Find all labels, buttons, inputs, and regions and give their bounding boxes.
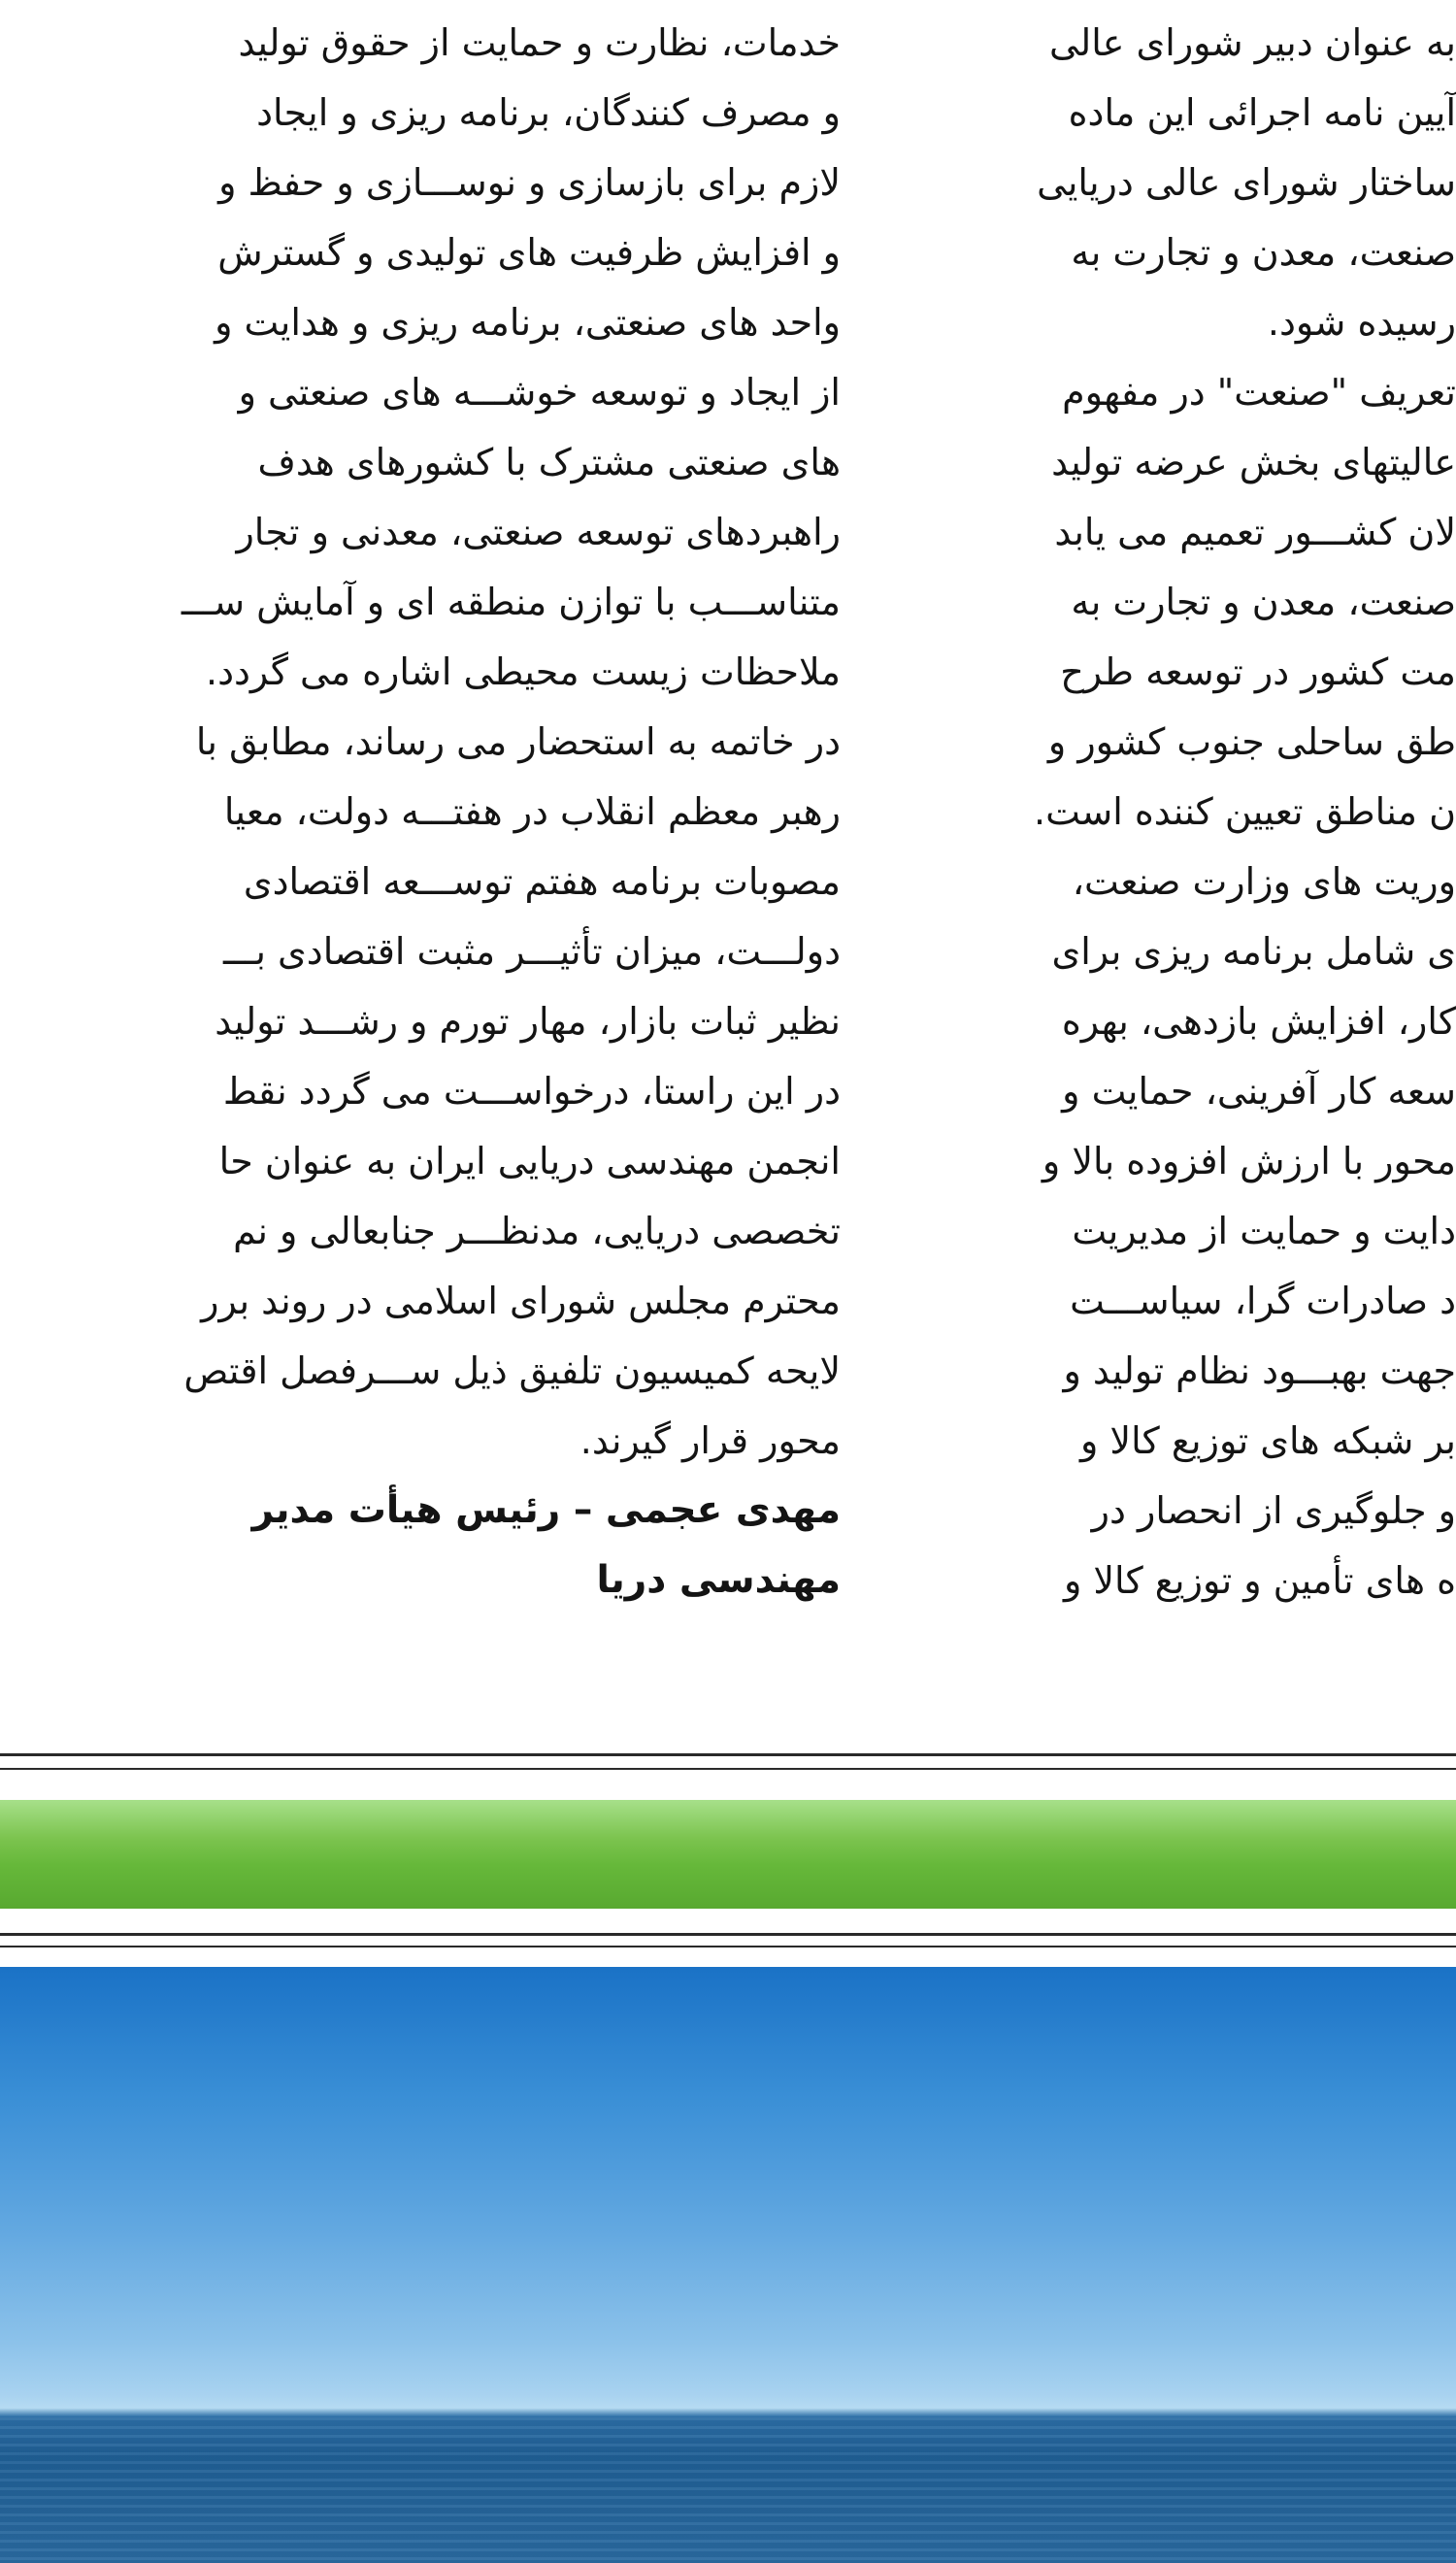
text-line: لایحه کمیسیون تلفیق ذیل ســـرفصل اقتص xyxy=(183,1349,841,1392)
text-line: تخصصی دریایی، مدنظـــر جنابعالی و نم xyxy=(233,1210,841,1252)
text-line: کار، افزایش بازدهی، بهره xyxy=(1061,1000,1456,1043)
article-column-right xyxy=(874,8,1456,1615)
divider-rule-bottom-thin xyxy=(0,1946,1456,1947)
text-line: دولـــت، میزان تأثیـــر مثبت اقتصادی بـــ xyxy=(223,930,841,973)
right-column-text xyxy=(874,8,1456,1615)
sea-sky-photo xyxy=(0,1967,1456,2563)
text-line: ن مناطق تعیین کننده است. xyxy=(1034,790,1456,833)
text-line: واحد های صنعتی، برنامه ریزی و هدایت و xyxy=(215,301,841,344)
text-line: لان کشـــور تعمیم می یابد xyxy=(1054,511,1456,553)
text-line: تعریف "صنعت" در مفهوم xyxy=(1062,371,1456,414)
text-line: محور با ارزش افزوده بالا و xyxy=(1042,1140,1456,1182)
text-line: رسیده شود. xyxy=(1267,301,1456,344)
sea-surface xyxy=(0,2417,1456,2563)
text-line: رهبر معظم انقلاب در هفتـــه دولت، معیا xyxy=(223,790,841,833)
text-line: ی شامل برنامه ریزی برای xyxy=(1051,930,1456,973)
text-line: و جلوگیری از انحصار در xyxy=(1091,1489,1456,1532)
text-line: بر شبکه های توزیع کالا و xyxy=(1079,1419,1456,1462)
text-line: سعه کار آفرینی، حمایت و xyxy=(1062,1070,1456,1113)
signature-organization: مهندسی دریا xyxy=(596,1558,841,1602)
text-line: طق ساحلی جنوب کشور و xyxy=(1047,720,1456,763)
text-line: محترم مجلس شورای اسلامی در روند برر xyxy=(201,1280,841,1322)
text-line: ملاحظات زیست محیطی اشاره می گردد. xyxy=(205,650,841,693)
divider-rule-bottom xyxy=(0,1933,1456,1936)
text-line: و مصرف کنندگان، برنامه ریزی و ایجاد xyxy=(256,91,841,134)
article-column-left xyxy=(0,8,841,1615)
text-line: از ایجاد و توسعه خوشـــه های صنعتی و xyxy=(238,371,841,414)
text-line: د صادرات گرا، سیاســـت xyxy=(1070,1280,1456,1322)
text-line: راهبردهای توسعه صنعتی، معدنی و تجار xyxy=(236,511,841,553)
text-line: مصوبات برنامه هفتم توســـعه اقتصادی xyxy=(243,860,841,903)
text-line: نظیر ثبات بازار، مهار تورم و رشـــد تولید xyxy=(215,1000,841,1043)
text-line: در خاتمه به استحضار می رساند، مطابق با xyxy=(195,720,841,763)
left-column-text xyxy=(0,8,841,1476)
text-line: ساختار شورای عالی دریایی xyxy=(1037,161,1456,204)
green-banner-band xyxy=(0,1800,1456,1909)
divider-rule-top xyxy=(0,1753,1456,1756)
text-line: در این راستا، درخواســـت می گردد نقط xyxy=(222,1070,841,1113)
text-line: دایت و حمایت از مدیریت xyxy=(1072,1210,1456,1252)
text-line: محور قرار گیرند. xyxy=(579,1419,841,1462)
text-line: متناســـب با توازن منطقه ای و آمایش ســـ xyxy=(181,581,841,623)
text-line: صنعت، معدن و تجارت به xyxy=(1071,581,1456,623)
text-line: مت کشور در توسعه طرح xyxy=(1060,650,1456,693)
divider-rule-top-thin xyxy=(0,1768,1456,1770)
text-line: صنعت، معدن و تجارت به xyxy=(1071,231,1456,274)
text-line: ه های تأمین و توزیع کالا و xyxy=(1063,1559,1456,1602)
text-line: آیین نامه اجرائی این ماده xyxy=(1068,91,1456,134)
text-line: وریت های وزارت صنعت، xyxy=(1072,860,1456,903)
text-line: لازم برای بازسازی و نوســـازی و حفظ و xyxy=(218,161,841,204)
text-line: جهت بهبـــود نظام تولید و xyxy=(1063,1349,1456,1392)
text-line: های صنعتی مشترک با کشورهای هدف xyxy=(257,441,841,483)
text-line: عالیتهای بخش عرضه تولید xyxy=(1051,441,1456,483)
text-line: به عنوان دبیر شورای عالی xyxy=(1048,21,1456,64)
signature-name: مهدی عجمی – رئیس هیأت مدیر xyxy=(251,1488,841,1532)
text-line: خدمات، نظارت و حمایت از حقوق تولید xyxy=(238,21,841,64)
text-line: انجمن مهندسی دریایی ایران به عنوان حا xyxy=(218,1140,841,1182)
text-line: و افزایش ظرفیت های تولیدی و گسترش xyxy=(217,231,841,274)
